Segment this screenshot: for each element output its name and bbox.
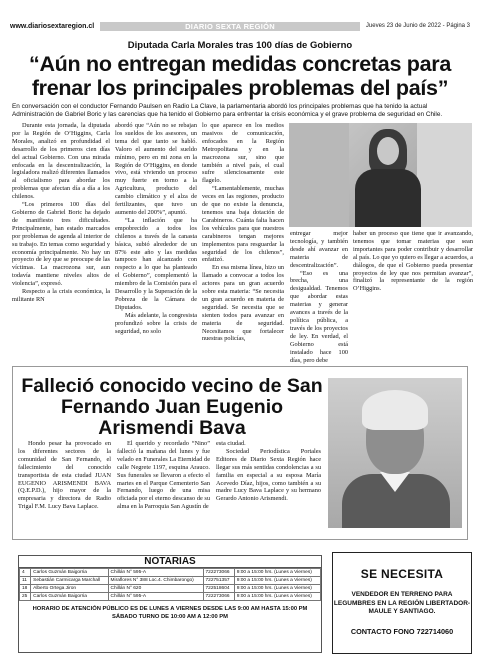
paragraph: entregar mejor tecnología, y también desde ahí avanzar en materia de descentralización”.	[290, 230, 348, 269]
paragraph: El querido y recordado “Nino” falleció la mañana del lunes y fue velado en Funerales La Eternidad de calle Negrete 1197, esquina Arauco. Sus funerales se llevaron a efecto el martes en el Parque Cementerio San Fernando, luego de una misa oficiada por el eterno descanso de su alma en la Parroquia San Agustín de	[117, 440, 210, 511]
masthead-title: DIARIO SEXTA REGIÓN	[185, 21, 275, 31]
paragraph: “Lamentablemente, muchas veces en las regiones, producto de que no existe la denuncia, tenemos una baja dotación de Carabineros. Cuánta falta hacen los vehículos para que nuestros carabineros tengan mejores implementos para resguardar la seguridad de los chilenos”, enfatizó.	[202, 185, 284, 264]
paragraph: “Los primeros 100 días del Gobierno de Gabriel Boric ha dejado de manifiesto tres dificultades. Principalmente, han estado marcados por problemas de agenda al interior de su trabajo. En temas como seguridad y economía principalmente. No hay un proyecto de ley que se preocupe de las víctimas. La macrozona sur, aun todavía mantiene niveles altos de violencia”, expresó.	[12, 201, 110, 288]
notarias-footer	[19, 605, 321, 621]
article-column-3	[202, 122, 284, 343]
obituary-column-3	[216, 440, 321, 503]
article-lead: En conversación con el conductor Fernando Paulsen en Radio La Clave, la parlamentaria abordó los principales problemas que ha tenido la actual Administración de Gabriel Boric y las carencias que ha tenido el Gobierno para enfrentar la crisis económica y el grave problema de seguridad en Chile.	[12, 103, 443, 118]
paragraph: haber un proceso que tiene que ir avanzando, tenemos que tomar materias que sean importantes para poder contribuir y desarrollar al país. Lo que yo quiero es llegar a acuerdos, a diálogos, de que el Gobierno pueda presentar proyectos de ley que nos permitan avanzar”, finalizó la representante de la región O’Higgins.	[353, 230, 473, 293]
table-cell: 9:00 a 15:00 hrs. (Lunes a Viernes)	[234, 585, 320, 593]
table-cell: 9:00 a 15:00 hrs. (Lunes a Viernes)	[234, 577, 320, 585]
table-row	[20, 585, 321, 593]
table-cell: 722273066	[203, 593, 234, 601]
table-cell: Miraflores N° 388 Loc.4. Chimbarongo)	[108, 577, 203, 585]
paragraph: Sociedad Periodística Portales Editores de Diario Sexta Región hace llegar sus más sentidas condolencias a su familia en especial a su esposa María Acevedo Díaz, hijos, como también a su madre Lucy Bava Laplace y su hermano Gerardo Antonio Arismendi.	[216, 447, 321, 503]
paragraph: esta ciudad.	[216, 440, 246, 447]
article-column-1	[12, 122, 110, 304]
table-cell: 25	[20, 593, 31, 601]
table-cell: 4	[20, 569, 31, 577]
paragraph: “La inflación que ha empobrecido a todos los chilenos a través de la canasta básica, subió alrededor de un 87% este año y las medidas tampoco han alcanzado con respecto a lo que ha planteado el Gobierno”, complementó la miembro de la Comisión para el Desarrollo y la Superación de la Pobreza de la Cámara de Diputados.	[115, 216, 197, 311]
obituary-headline: Falleció conocido vecino de San Fernando Juan Eugenio Arismendi Bava	[21, 375, 323, 439]
table-cell: 722518604	[203, 585, 234, 593]
table-row	[20, 577, 321, 585]
classified-ad	[332, 552, 472, 654]
ad-body: VENDEDOR EN TERRENO PARA LEGUMBRES EN LA REGIÓN LIBERTADOR-MAULE Y SANTIAGO.	[333, 591, 471, 615]
table-cell: Sebastián Carmicarga Marchall	[31, 577, 108, 585]
notarias-hours: HORARIO DE ATENCIÓN PÚBLICO ES DE LUNES A VIERNES DESDE LAS 9:00 AM HASTA 15:00 PM	[32, 606, 308, 612]
article-column-4	[290, 230, 348, 364]
masthead-bar	[100, 22, 360, 31]
table-cell: 18	[20, 585, 31, 593]
table-cell: 722273066	[203, 569, 234, 577]
paragraph: abordó que “Aún no se rebajan los sueldos de los asesores, un tema del que tanto se habló. Valoro el aumento del sueldo mínimo, pero en mi zona en la Región de O’Higgins, en donde vivo, está viviendo un proceso muy fuerte en torno a la Agricultura, producto del cambio climático y el alza de fertilizantes, que tuvo un aumento del 200%”, apuntó.	[115, 122, 197, 216]
paragraph: Durante esta jornada, la diputada por la Región de O’Higgins, Carla Morales, analizó en profundidad el desarrollo de los primeros cien días del actual Gobierno. Con una mirada enfocada en la descentralización, la legisladora realizó diferentes llamados al oficialismo para abordar los problemas que afectan día a día a los chilenos.	[12, 122, 110, 201]
table-row	[20, 593, 321, 601]
notarias-title: NOTARIAS	[19, 556, 321, 568]
ad-title: SE NECESITA	[360, 567, 444, 581]
paragraph: En esa misma línea, hizo un llamado a convocar a todos los actores para un gran acuerdo sobre esta materia: “Se necesita un gran acuerdo en materia de seguridad. Se necesita que se sienten todos para avanzar en materia de seguridad. Necesitamos que fortalecer nuestras policías,	[202, 264, 284, 343]
deputy-photo	[289, 123, 472, 227]
obituary-column-2	[117, 440, 210, 511]
table-cell: 9:00 a 15:00 hrs. (Lunes a Viernes)	[234, 593, 320, 601]
notarias-panel	[18, 555, 322, 653]
paragraph: Hondo pesar ha provocado en los diferentes sectores de la comunidad de San Fernando, el fallecimiento del conocido transportista de esta ciudad JUAN EUGENIO ARISMENDI BAVA (Q.E.P.D.), hijo mayor de la empresaria y directora de Radio Trigal F.M. Lucy Bava Laplace.	[18, 440, 111, 511]
article-column-5	[353, 230, 473, 293]
table-cell: Chillán N° 595-A	[108, 569, 203, 577]
page-header	[10, 18, 470, 34]
ad-contact: CONTACTO FONO 722714060	[350, 626, 454, 636]
table-cell: Alberto Ortega Jiron	[31, 585, 108, 593]
paragraph: Respecto a la crisis económica, la militante RN	[12, 288, 110, 303]
article-column-2	[115, 122, 197, 335]
table-cell: Chillán N° 620	[108, 585, 203, 593]
table-cell: Carlos Guzmán Baigorria	[31, 569, 108, 577]
date-page-label: Jueves 23 de Junio de 2022 - Página 3	[365, 23, 470, 29]
obituary-column-1	[18, 440, 111, 511]
table-cell: Carlos Guzmán Baigorria	[31, 593, 108, 601]
notarias-table	[19, 568, 321, 601]
table-cell: 722751357	[203, 577, 234, 585]
table-cell: 11	[20, 577, 31, 585]
table-cell: Chillán N° 595-A	[108, 593, 203, 601]
notarias-saturday: SÁBADO TURNO DE 10:00 AM A 12:00 PM	[112, 614, 228, 620]
table-row	[20, 569, 321, 577]
paragraph: lo que aparece en los medios masivos de comunicación, enfocados en la Región Metropolitana y en la macrozona sur, sino que también a nivel país, el cual sufre silenciosamente este flagelo.	[202, 122, 284, 185]
obituary-photo	[328, 378, 462, 528]
article-kicker: Diputada Carla Morales tras 100 días de Gobierno	[127, 40, 353, 51]
table-cell: 9:00 a 15:00 hrs. (Lunes a Viernes)	[234, 569, 320, 577]
site-url[interactable]: www.diariosextaregion.cl	[10, 22, 95, 30]
article-headline: “Aún no entregan medidas concretas para frenar los principales problemas del país”	[29, 52, 451, 100]
paragraph: Más adelante, la congresista profundizó sobre la crisis de seguridad, no solo	[115, 311, 197, 335]
paragraph: “Eso es una brecha, una desigualdad. Tenemos que abordar estas materias y generar avances a través de la política pública, a través de los proyectos de ley. En verdad, el Gobierno está instalado hace 100 días, pero debe	[290, 269, 348, 364]
